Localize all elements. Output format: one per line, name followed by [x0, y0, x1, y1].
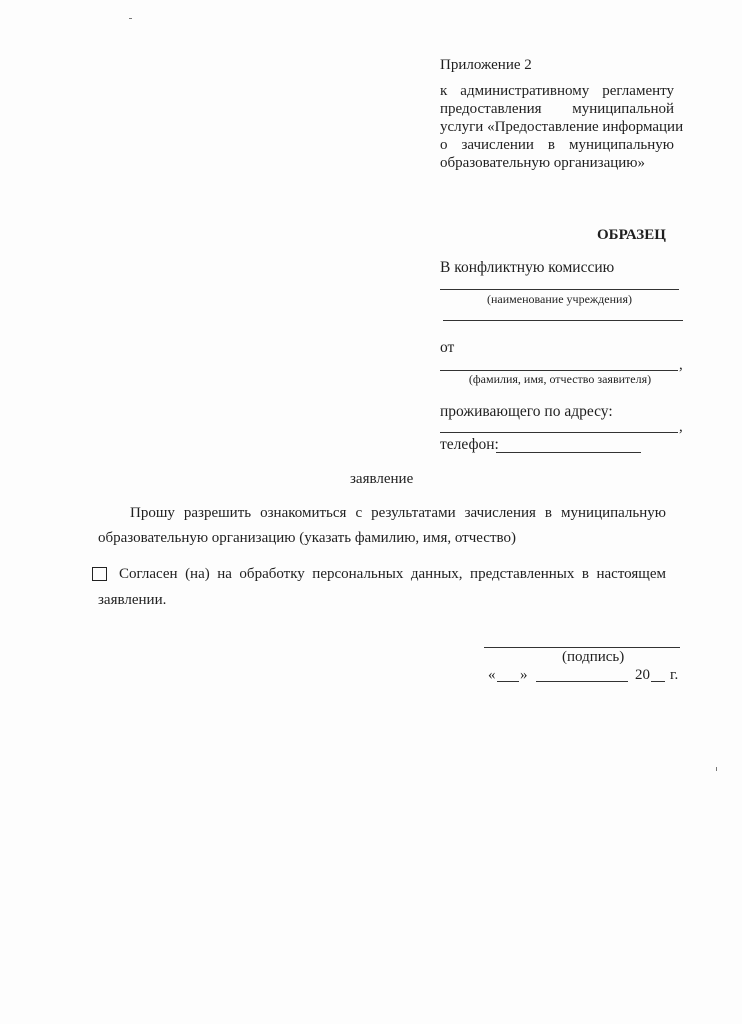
appendix-text: [440, 82, 684, 172]
signature-caption: (подпись): [562, 649, 625, 665]
applicant-comma: ,: [679, 357, 683, 373]
address-comma: ,: [679, 419, 683, 435]
appendix-line-1: к административному регламенту: [440, 83, 674, 99]
applicant-caption: (фамилия, имя, отчество заявителя): [468, 372, 652, 386]
date-year-prefix: 20: [635, 667, 650, 683]
from-label: от: [440, 339, 455, 356]
institution-line-2[interactable]: [443, 320, 683, 321]
phone-label: телефон:: [440, 436, 499, 453]
institution-line[interactable]: [440, 289, 679, 290]
date-year-line[interactable]: [651, 681, 665, 682]
consent-line-1: [119, 565, 666, 583]
appendix-line-2: предоставления муниципальной: [440, 101, 674, 117]
consent-line-1-text: Согласен (на) на обработку персональных данных, представленных в настоящем: [119, 566, 666, 582]
to-commission-label: В конфликтную комиссию: [440, 259, 615, 276]
consent-line-2: заявлении.: [98, 592, 167, 608]
address-label: проживающего по адресу:: [440, 403, 613, 420]
appendix-line-4: о зачислении в муниципальную: [440, 137, 674, 153]
body-line-1-text: Прошу разрешить ознакомиться с результатами зачисления в муниципальную: [130, 505, 666, 521]
appendix-title: Приложение 2: [440, 57, 532, 73]
phone-line[interactable]: [496, 452, 641, 453]
appendix-line-3: услуги «Предоставление информации: [440, 119, 684, 135]
date-day-line[interactable]: [497, 681, 519, 682]
body-line-2: образовательную организацию (указать фамилию, имя, отчество): [98, 530, 516, 546]
date-quote-open: «: [488, 667, 496, 683]
date-year-suffix: г.: [670, 667, 679, 683]
address-line[interactable]: [440, 432, 678, 433]
statement-title: заявление: [350, 471, 414, 487]
body-line-1: [130, 504, 666, 522]
appendix-line-5: образовательную организацию»: [440, 155, 646, 171]
date-quote-close: »: [520, 667, 528, 683]
institution-caption: (наименование учреждения): [487, 292, 632, 306]
consent-checkbox[interactable]: [92, 567, 107, 581]
sample-label: ОБРАЗЕЦ: [597, 227, 666, 243]
applicant-line[interactable]: [440, 370, 678, 371]
scan-speck: [129, 18, 132, 19]
date-month-line[interactable]: [536, 681, 628, 682]
scan-speck: [716, 767, 717, 771]
